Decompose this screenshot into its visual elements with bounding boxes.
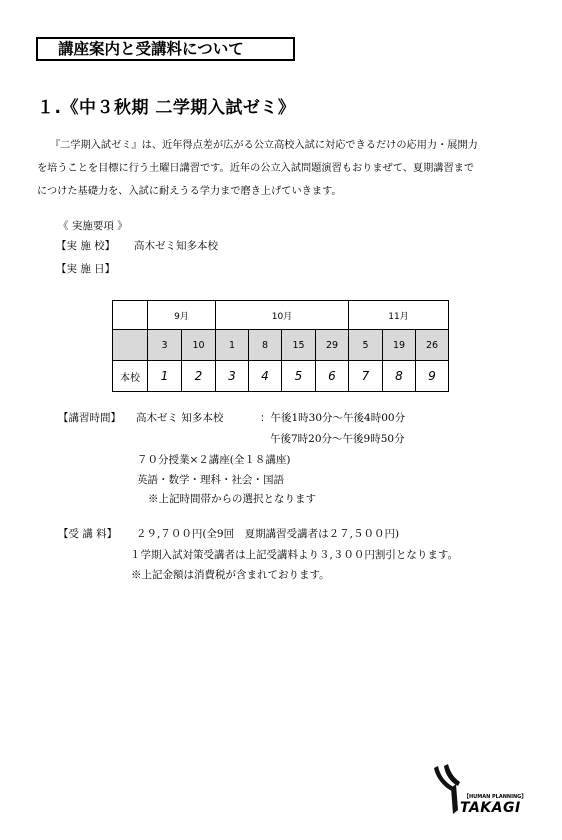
intro-line-3: につけた基礎力を、入試に耐えうる学力まで磨き上げていきます。 xyxy=(37,186,342,197)
schedule-date-cell: 8 xyxy=(249,330,282,361)
overview-label: 《 実施要項 》 xyxy=(58,220,128,232)
schedule-session-cell: 6 xyxy=(316,361,349,392)
intro-line-2: を培うことを目標に行う土曜日講習です。近年の公立入試問題演習もおりまぜて、夏期講習まで xyxy=(37,163,475,174)
schedule-session-cell: 7 xyxy=(349,361,383,392)
intro-line-1: 『二学期入試ゼミ』は、近年得点差が広がる公立高校入試に対応できるだけの応用力・展開力 xyxy=(50,140,478,151)
fee-line-3: ※上記金額は消費税が含まれております。 xyxy=(131,569,330,581)
hours-location: 高木ゼミ 知多本校 xyxy=(136,412,224,424)
schedule-session-cell: 5 xyxy=(282,361,316,392)
course-heading: １.《中３秋期 二学期入試ゼミ》 xyxy=(37,98,296,118)
schedule-session-cell: 4 xyxy=(249,361,282,392)
logo-wordmark: TAKAGI xyxy=(460,800,521,816)
schedule-date-cell: 3 xyxy=(148,330,182,361)
schedule-session-cell: 1 xyxy=(148,361,182,392)
schedule-session-cell: 8 xyxy=(383,361,416,392)
fee-line-1: ２９,７００円(全9回 夏期講習受講者は２７,５００円) xyxy=(136,528,400,540)
schedule-date-label-cell xyxy=(113,330,148,361)
schedule-row-label: 本校 xyxy=(113,361,148,392)
schedule-session-cell: 9 xyxy=(416,361,449,392)
schedule-month-row xyxy=(113,301,449,330)
hours-label: 【講習時間】 xyxy=(58,412,121,424)
schedule-session-cell: 3 xyxy=(216,361,249,392)
schedule-month-september: 9月 xyxy=(148,301,216,330)
schedule-date-cell: 19 xyxy=(383,330,416,361)
schedule-session-row xyxy=(113,361,449,392)
schedule-date-cell: 5 xyxy=(349,330,383,361)
hours-slot-2: 午後7時20分～午後9時50分 xyxy=(270,433,405,445)
schedule-date-cell: 10 xyxy=(182,330,216,361)
hours-format: ７０分授業×２講座(全１８講座) xyxy=(137,454,291,466)
schedule-date-cell: 15 xyxy=(282,330,316,361)
school-value: 高木ゼミ知多本校 xyxy=(134,240,218,252)
fee-line-2: １学期入試対策受講者は上記受講料より３,３００円割引となります。 xyxy=(130,549,458,561)
schedule-month-november: 11月 xyxy=(349,301,449,330)
logo-tagline: 【HUMAN PLANNING】 xyxy=(464,794,527,800)
hours-slot-1: ：午後1時30分～午後4時00分 xyxy=(260,412,406,424)
fee-label: 【受 講 料】 xyxy=(58,528,118,540)
schedule-date-cell: 26 xyxy=(416,330,449,361)
school-label: 【実 施 校】 xyxy=(56,240,116,252)
schedule-month-october: 10月 xyxy=(216,301,349,330)
dates-label: 【実 施 日】 xyxy=(56,263,116,275)
schedule-date-row xyxy=(113,330,449,361)
section-title: 講座案内と受講料について xyxy=(36,37,295,61)
schedule-table xyxy=(112,300,449,392)
schedule-date-cell: 1 xyxy=(216,330,249,361)
schedule-session-cell: 2 xyxy=(182,361,216,392)
schedule-corner-cell xyxy=(113,301,148,330)
schedule-date-cell: 29 xyxy=(316,330,349,361)
hours-subjects: 英語・数学・理科・社会・国語 xyxy=(137,474,284,486)
hours-note: ※上記時間帯からの選択となります xyxy=(148,493,316,505)
